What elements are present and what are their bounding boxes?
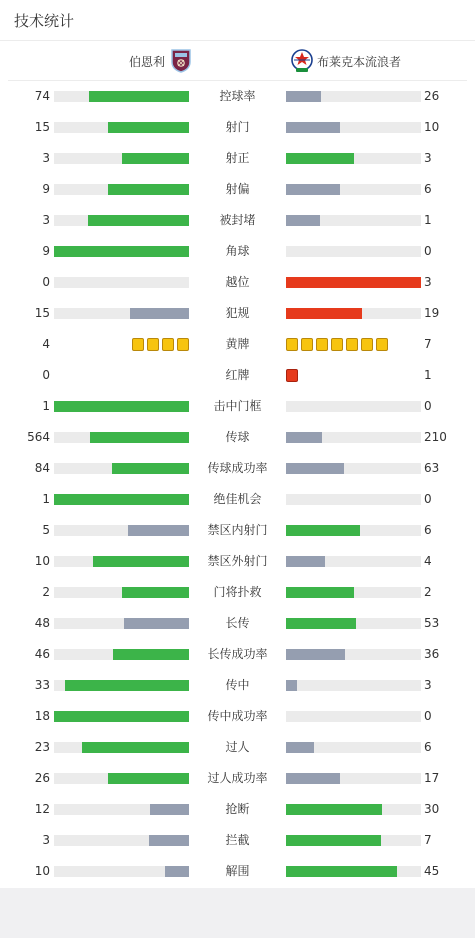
stat-label: 被封堵 — [219, 213, 256, 227]
home-bar-fill — [65, 680, 189, 691]
away-value: 4 — [424, 554, 432, 568]
stat-row — [0, 143, 475, 174]
away-bar-track — [286, 866, 421, 877]
stat-label: 过人 — [225, 740, 250, 754]
home-value: 12 — [34, 802, 50, 816]
away-cards — [286, 369, 298, 382]
home-bar-fill — [149, 835, 190, 846]
home-bar-track — [54, 432, 189, 443]
home-bar-fill — [89, 91, 189, 102]
home-bar-track — [54, 618, 189, 629]
stat-label: 解围 — [225, 864, 250, 878]
away-value: 1 — [424, 368, 432, 382]
stat-row — [0, 825, 475, 856]
home-value: 3 — [42, 213, 50, 227]
away-value: 7 — [424, 833, 432, 847]
home-bar-track — [54, 463, 189, 474]
away-value: 3 — [424, 151, 432, 165]
home-bar-track — [54, 556, 189, 567]
away-bar-fill — [286, 122, 340, 133]
yellow-card-icon — [376, 338, 388, 351]
stat-row — [0, 856, 475, 887]
home-value: 33 — [34, 678, 50, 692]
home-team[interactable] — [129, 41, 192, 81]
home-cards — [132, 338, 189, 351]
away-bar-track — [286, 153, 421, 164]
stat-label: 射偏 — [225, 182, 250, 196]
stats-list — [0, 81, 475, 887]
away-bar-track — [286, 649, 421, 660]
yellow-card-icon — [286, 338, 298, 351]
home-bar-fill — [54, 711, 189, 722]
home-bar-track — [54, 184, 189, 195]
home-bar-fill — [122, 587, 190, 598]
stat-row — [0, 298, 475, 329]
red-card-icon — [286, 369, 298, 382]
away-bar-track — [286, 618, 421, 629]
stat-label: 射正 — [225, 151, 250, 165]
away-bar-track — [286, 91, 421, 102]
home-bar-fill — [113, 649, 189, 660]
stat-label: 角球 — [225, 244, 250, 258]
away-value: 63 — [424, 461, 440, 475]
home-bar-fill — [108, 122, 189, 133]
away-value: 30 — [424, 802, 440, 816]
yellow-card-icon — [177, 338, 189, 351]
teams-row — [8, 41, 467, 81]
away-value: 0 — [424, 709, 432, 723]
home-value: 1 — [42, 399, 50, 413]
stat-row — [0, 701, 475, 732]
away-bar-track — [286, 122, 421, 133]
home-bar-fill — [150, 804, 189, 815]
yellow-card-icon — [162, 338, 174, 351]
away-bar-fill — [286, 649, 345, 660]
away-bar-fill — [286, 804, 382, 815]
away-bar-fill — [286, 215, 320, 226]
home-value: 9 — [42, 182, 50, 196]
home-bar-track — [54, 122, 189, 133]
home-bar-fill — [108, 773, 189, 784]
home-bar-track — [54, 742, 189, 753]
away-bar-track — [286, 680, 421, 691]
away-bar-fill — [286, 91, 321, 102]
home-value: 2 — [42, 585, 50, 599]
away-bar-fill — [286, 308, 362, 319]
home-value: 84 — [34, 461, 50, 475]
away-bar-fill — [286, 556, 325, 567]
home-value: 5 — [42, 523, 50, 537]
stat-label: 长传 — [225, 616, 250, 630]
away-value: 3 — [424, 678, 432, 692]
away-bar-fill — [286, 277, 421, 288]
home-bar-track — [54, 246, 189, 257]
away-bar-fill — [286, 742, 314, 753]
home-value: 9 — [42, 244, 50, 258]
away-value: 2 — [424, 585, 432, 599]
home-bar-track — [54, 649, 189, 660]
stat-row — [0, 205, 475, 236]
away-bar-fill — [286, 866, 397, 877]
home-bar-fill — [88, 215, 189, 226]
home-value: 15 — [34, 120, 50, 134]
stat-row — [0, 515, 475, 546]
home-value: 3 — [42, 151, 50, 165]
away-value: 210 — [424, 430, 447, 444]
stat-label: 传中成功率 — [207, 709, 268, 723]
home-bar-track — [54, 91, 189, 102]
home-value: 48 — [34, 616, 50, 630]
stat-row — [0, 236, 475, 267]
away-value: 10 — [424, 120, 440, 134]
away-value: 19 — [424, 306, 440, 320]
away-value: 6 — [424, 182, 432, 196]
home-value: 0 — [42, 368, 50, 382]
away-bar-track — [286, 308, 421, 319]
home-value: 18 — [34, 709, 50, 723]
away-cards — [286, 338, 388, 351]
away-value: 53 — [424, 616, 440, 630]
away-bar-fill — [286, 618, 356, 629]
yellow-card-icon — [316, 338, 328, 351]
stat-label: 禁区内射门 — [207, 523, 268, 537]
away-value: 17 — [424, 771, 440, 785]
away-bar-track — [286, 742, 421, 753]
yellow-card-icon — [346, 338, 358, 351]
home-bar-fill — [54, 246, 189, 257]
away-value: 0 — [424, 492, 432, 506]
away-value: 45 — [424, 864, 440, 878]
stat-row — [0, 577, 475, 608]
away-value: 7 — [424, 337, 432, 351]
home-bar-track — [54, 277, 189, 288]
home-bar-fill — [112, 463, 189, 474]
home-value: 4 — [42, 337, 50, 351]
home-bar-track — [54, 525, 189, 536]
home-bar-fill — [124, 618, 189, 629]
header — [0, 0, 475, 41]
away-team[interactable] — [291, 41, 401, 81]
yellow-card-icon — [132, 338, 144, 351]
away-bar-track — [286, 184, 421, 195]
away-bar-track — [286, 401, 421, 412]
home-bar-fill — [82, 742, 189, 753]
stat-label: 门将扑救 — [213, 585, 262, 599]
stat-row — [0, 174, 475, 205]
away-bar-track — [286, 835, 421, 846]
home-bar-track — [54, 494, 189, 505]
stat-label: 越位 — [225, 275, 250, 289]
blackburn-crest-icon — [291, 49, 313, 73]
stat-label: 黄牌 — [225, 337, 250, 351]
away-bar-fill — [286, 773, 340, 784]
home-value: 564 — [27, 430, 50, 444]
stat-label: 拦截 — [225, 833, 250, 847]
home-value: 3 — [42, 833, 50, 847]
stat-row — [0, 453, 475, 484]
away-value: 6 — [424, 740, 432, 754]
home-bar-track — [54, 153, 189, 164]
home-bar-fill — [54, 494, 189, 505]
stat-row — [0, 329, 475, 360]
stat-label: 绝佳机会 — [213, 492, 262, 506]
stat-label: 射门 — [225, 120, 250, 134]
home-bar-track — [54, 804, 189, 815]
yellow-card-icon — [361, 338, 373, 351]
stat-row — [0, 763, 475, 794]
stat-row — [0, 546, 475, 577]
home-bar-fill — [93, 556, 189, 567]
home-team-name: 伯恩利 — [128, 54, 165, 69]
home-value: 15 — [34, 306, 50, 320]
stat-label: 传球成功率 — [207, 461, 268, 475]
away-bar-fill — [286, 463, 344, 474]
away-bar-fill — [286, 184, 340, 195]
home-bar-fill — [90, 432, 189, 443]
stat-label: 过人成功率 — [207, 771, 268, 785]
away-team-name: 布莱克本流浪者 — [317, 54, 402, 69]
away-bar-fill — [286, 432, 322, 443]
home-bar-fill — [122, 153, 190, 164]
home-bar-track — [54, 680, 189, 691]
stat-row — [0, 794, 475, 825]
stat-label: 击中门框 — [213, 399, 262, 413]
away-bar-fill — [286, 835, 381, 846]
away-bar-track — [286, 277, 421, 288]
stat-label: 控球率 — [219, 89, 256, 103]
stat-label: 传球 — [225, 430, 250, 444]
home-value: 26 — [34, 771, 50, 785]
stat-row — [0, 484, 475, 515]
home-bar-track — [54, 308, 189, 319]
away-bar-fill — [286, 680, 297, 691]
page-title: 技术统计 — [14, 11, 75, 30]
home-bar-fill — [130, 308, 189, 319]
away-bar-track — [286, 494, 421, 505]
stat-row — [0, 391, 475, 422]
stat-label: 长传成功率 — [207, 647, 268, 661]
home-bar-fill — [54, 401, 189, 412]
yellow-card-icon — [331, 338, 343, 351]
home-value: 0 — [42, 275, 50, 289]
away-bar-track — [286, 711, 421, 722]
home-bar-fill — [165, 866, 189, 877]
home-bar-track — [54, 835, 189, 846]
away-bar-track — [286, 773, 421, 784]
home-value: 74 — [34, 89, 50, 103]
home-value: 23 — [34, 740, 50, 754]
stat-label: 禁区外射门 — [207, 554, 268, 568]
home-value: 10 — [34, 554, 50, 568]
away-value: 36 — [424, 647, 440, 661]
home-value: 1 — [42, 492, 50, 506]
away-value: 0 — [424, 244, 432, 258]
home-bar-track — [54, 215, 189, 226]
stat-row — [0, 732, 475, 763]
away-bar-track — [286, 215, 421, 226]
yellow-card-icon — [147, 338, 159, 351]
away-bar-fill — [286, 587, 354, 598]
stat-row — [0, 639, 475, 670]
yellow-card-icon — [301, 338, 313, 351]
away-bar-fill — [286, 153, 354, 164]
stat-row — [0, 422, 475, 453]
stat-row — [0, 81, 475, 112]
home-value: 10 — [34, 864, 50, 878]
home-bar-track — [54, 866, 189, 877]
home-bar-track — [54, 711, 189, 722]
away-bar-track — [286, 463, 421, 474]
away-bar-fill — [286, 525, 360, 536]
stat-row — [0, 670, 475, 701]
away-value: 26 — [424, 89, 440, 103]
home-value: 46 — [34, 647, 50, 661]
home-bar-track — [54, 587, 189, 598]
stat-row — [0, 608, 475, 639]
away-value: 1 — [424, 213, 432, 227]
away-bar-track — [286, 804, 421, 815]
away-bar-track — [286, 246, 421, 257]
stat-label: 传中 — [225, 678, 250, 692]
stat-row — [0, 360, 475, 391]
home-bar-track — [54, 773, 189, 784]
away-bar-track — [286, 432, 421, 443]
stat-label: 抢断 — [225, 802, 250, 816]
away-bar-track — [286, 587, 421, 598]
home-bar-track — [54, 401, 189, 412]
burnley-crest-icon — [170, 49, 192, 73]
stat-label: 红牌 — [225, 368, 250, 382]
away-bar-track — [286, 525, 421, 536]
stat-row — [0, 112, 475, 143]
away-value: 3 — [424, 275, 432, 289]
away-bar-track — [286, 556, 421, 567]
home-bar-fill — [128, 525, 189, 536]
stat-label: 犯规 — [225, 306, 250, 320]
home-bar-fill — [108, 184, 189, 195]
away-value: 0 — [424, 399, 432, 413]
stat-row — [0, 267, 475, 298]
away-value: 6 — [424, 523, 432, 537]
